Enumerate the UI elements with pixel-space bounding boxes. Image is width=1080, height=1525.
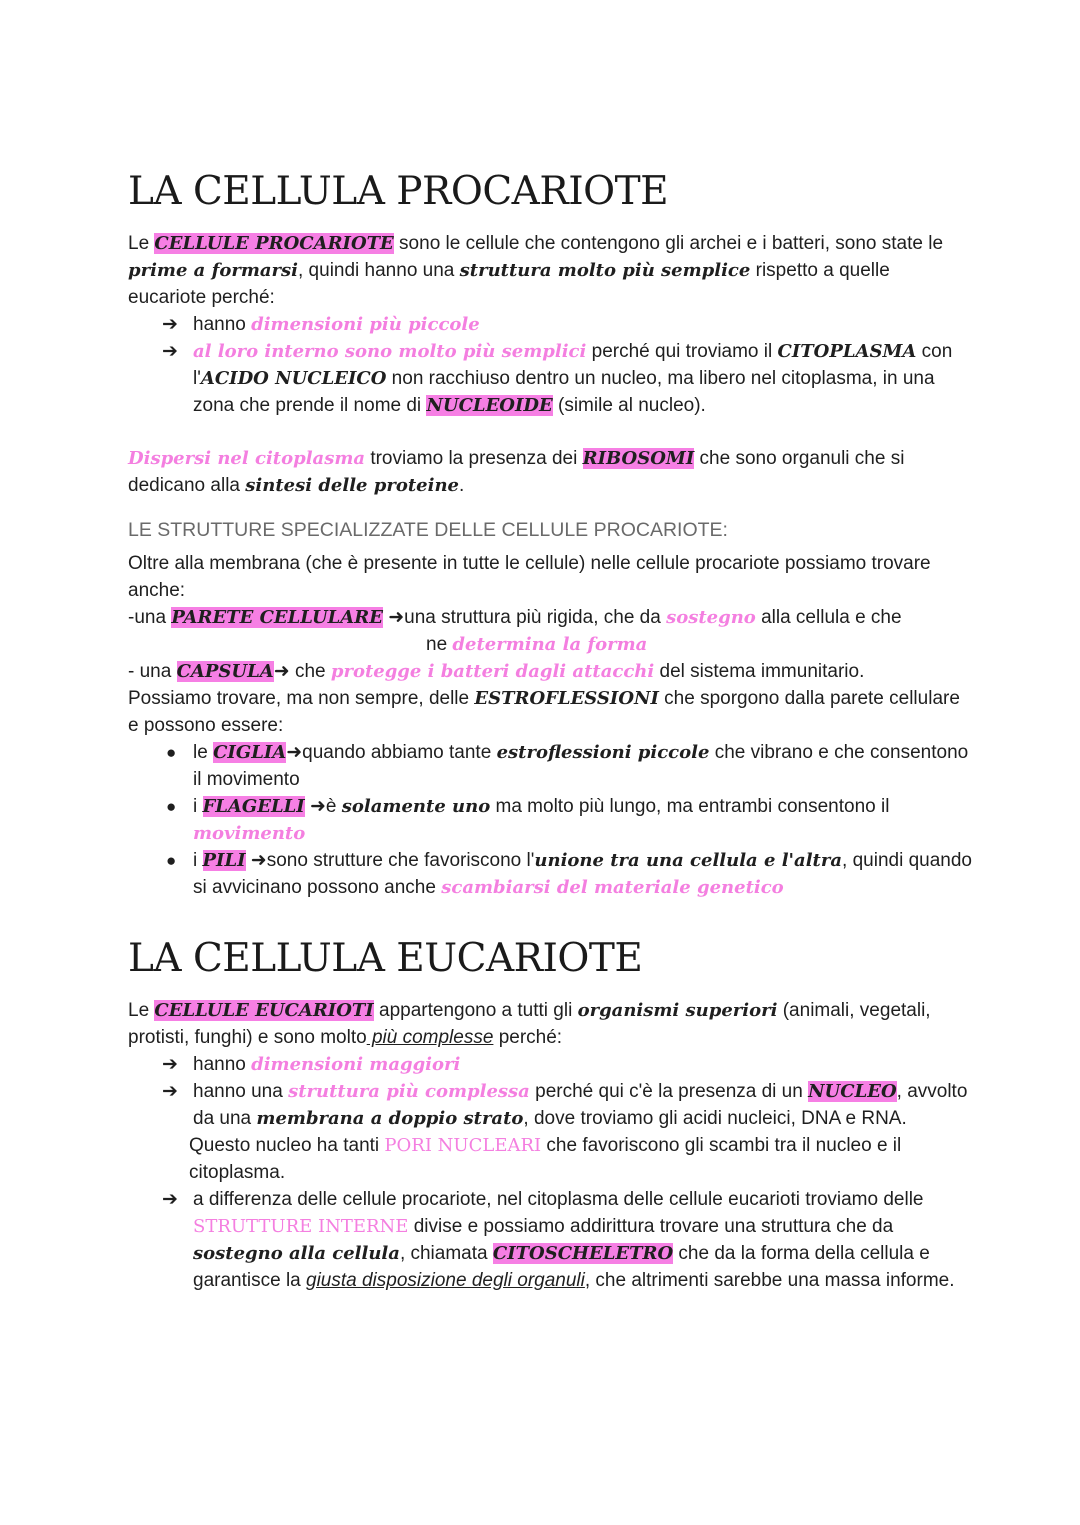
list-item: ➔ hanno dimensioni maggiori: [128, 1051, 973, 1078]
ribosomi-paragraph: Dispersi nel citoplasma troviamo la presenza dei RIBOSOMI che sono organuli che si dedicano alla sintesi delle proteine.: [128, 448, 905, 496]
eucariote-list-2: [128, 1186, 973, 1294]
arrow-bullet-icon: ➔: [162, 314, 178, 335]
intro-paragraph: Le CELLULE PROCARIOTE sono le cellule che contengono gli archei e i batteri, sono state le prime a formarsi, quindi hanno una struttura molto più semplice rispetto a quelle eucariote perché:: [128, 233, 944, 308]
parete-line: -una PARETE CELLULARE ➜una struttura più rigida, che da sostegno alla cellula e che: [128, 607, 902, 628]
term-flagelli: FLAGELLI: [202, 796, 305, 817]
arrow-bullet-icon: ➔: [162, 1054, 178, 1075]
arrow-bullet-icon: ➔: [162, 1189, 178, 1210]
procariote-list: [128, 311, 973, 419]
dot-bullet-icon: ●: [166, 797, 177, 816]
arrow-bullet-icon: ➔: [162, 1081, 178, 1102]
term-cellule-eucarioti: CELLULE EUCARIOTI: [154, 1000, 374, 1021]
estroflessioni-paragraph: Possiamo trovare, ma non sempre, delle ESTROFLESSIONI che sporgono dalla parete cellulare e possono essere:: [128, 688, 960, 736]
estroflessioni-list: [128, 739, 973, 901]
term-citoscheletro: CITOSCHELETRO: [492, 1243, 674, 1264]
list-item: ➔ hanno una struttura più complessa perché qui c'è la presenza di un NUCLEO, avvolto da una membrana a doppio strato, dove troviamo gli acidi nucleici, DNA e RNA.: [128, 1078, 973, 1132]
eucariote-intro: Le CELLULE EUCARIOTI appartengono a tutti gli organismi superiori (animali, vegetali, protisti, funghi) e sono molto più complesse perché:: [128, 1000, 931, 1048]
term-nucleo: NUCLEO: [808, 1081, 897, 1102]
term-nucleoide: NUCLEOIDE: [426, 395, 553, 416]
membrana-paragraph: Oltre alla membrana (che è presente in tutte le cellule) nelle cellule procariote possiamo trovare anche:: [128, 553, 931, 601]
list-item: ➔ al loro interno sono molto più semplici perché qui troviamo il CITOPLASMA con l'ACIDO NUCLEICO non racchiuso dentro un nucleo, ma libero nel citoplasma, in una zona che prende il nome di NUCLEOIDE (simile al nucleo).: [128, 338, 973, 419]
list-item: ➔ a differenza delle cellule procariote, nel citoplasma delle cellule eucarioti troviamo delle STRUTTURE INTERNE divise e possiamo addirittura trovare una struttura che da sostegno alla cellula, chiamata CITOSCHELETRO che da la forma della cellula e garantisce la giusta disposizione degli organuli, che altrimenti sarebbe una massa informe.: [128, 1186, 973, 1294]
list-item: ● i FLAGELLI ➜è solamente uno ma molto più lungo, ma entrambi consentono il movimento: [128, 793, 973, 847]
dot-bullet-icon: ●: [166, 743, 177, 762]
subheading: LE STRUTTURE SPECIALIZZATE DELLE CELLULE PROCARIOTE:: [128, 519, 728, 541]
title-procariote: LA CELLULA PROCARIOTE: [128, 169, 669, 214]
term-pili: PILI: [202, 850, 246, 871]
pori-nucleari-note: Questo nucleo ha tanti PORI NUCLEARI che favoriscono gli scambi tra il nucleo e il citoplasma.: [189, 1135, 902, 1183]
list-item: ● le CIGLIA➜quando abbiamo tante estroflessioni piccole che vibrano e che consentono il movimento: [128, 739, 973, 793]
document-body: [128, 168, 973, 1294]
term-parete-cellulare: PARETE CELLULARE: [171, 607, 383, 628]
capsula-line: - una CAPSULA➜ che protegge i batteri dagli attacchi del sistema immunitario.: [128, 661, 865, 682]
parete-line-2: ne determina la forma: [426, 634, 648, 655]
term-ciglia: CIGLIA: [213, 742, 287, 763]
title-eucariote: LA CELLULA EUCARIOTE: [128, 936, 643, 981]
list-item: ➔ hanno dimensioni più piccole: [128, 311, 973, 338]
arrow-bullet-icon: ➔: [162, 341, 178, 362]
term-capsula: CAPSULA: [176, 661, 274, 682]
term-cellule-procariote: CELLULE PROCARIOTE: [154, 233, 394, 254]
dot-bullet-icon: ●: [166, 851, 177, 870]
list-item: ● i PILI ➜sono strutture che favoriscono l'unione tra una cellula e l'altra, quindi quando si avvicinano possono anche scambiarsi del materiale genetico: [128, 847, 973, 901]
term-ribosomi: RIBOSOMI: [582, 448, 695, 469]
eucariote-list: [128, 1051, 973, 1132]
